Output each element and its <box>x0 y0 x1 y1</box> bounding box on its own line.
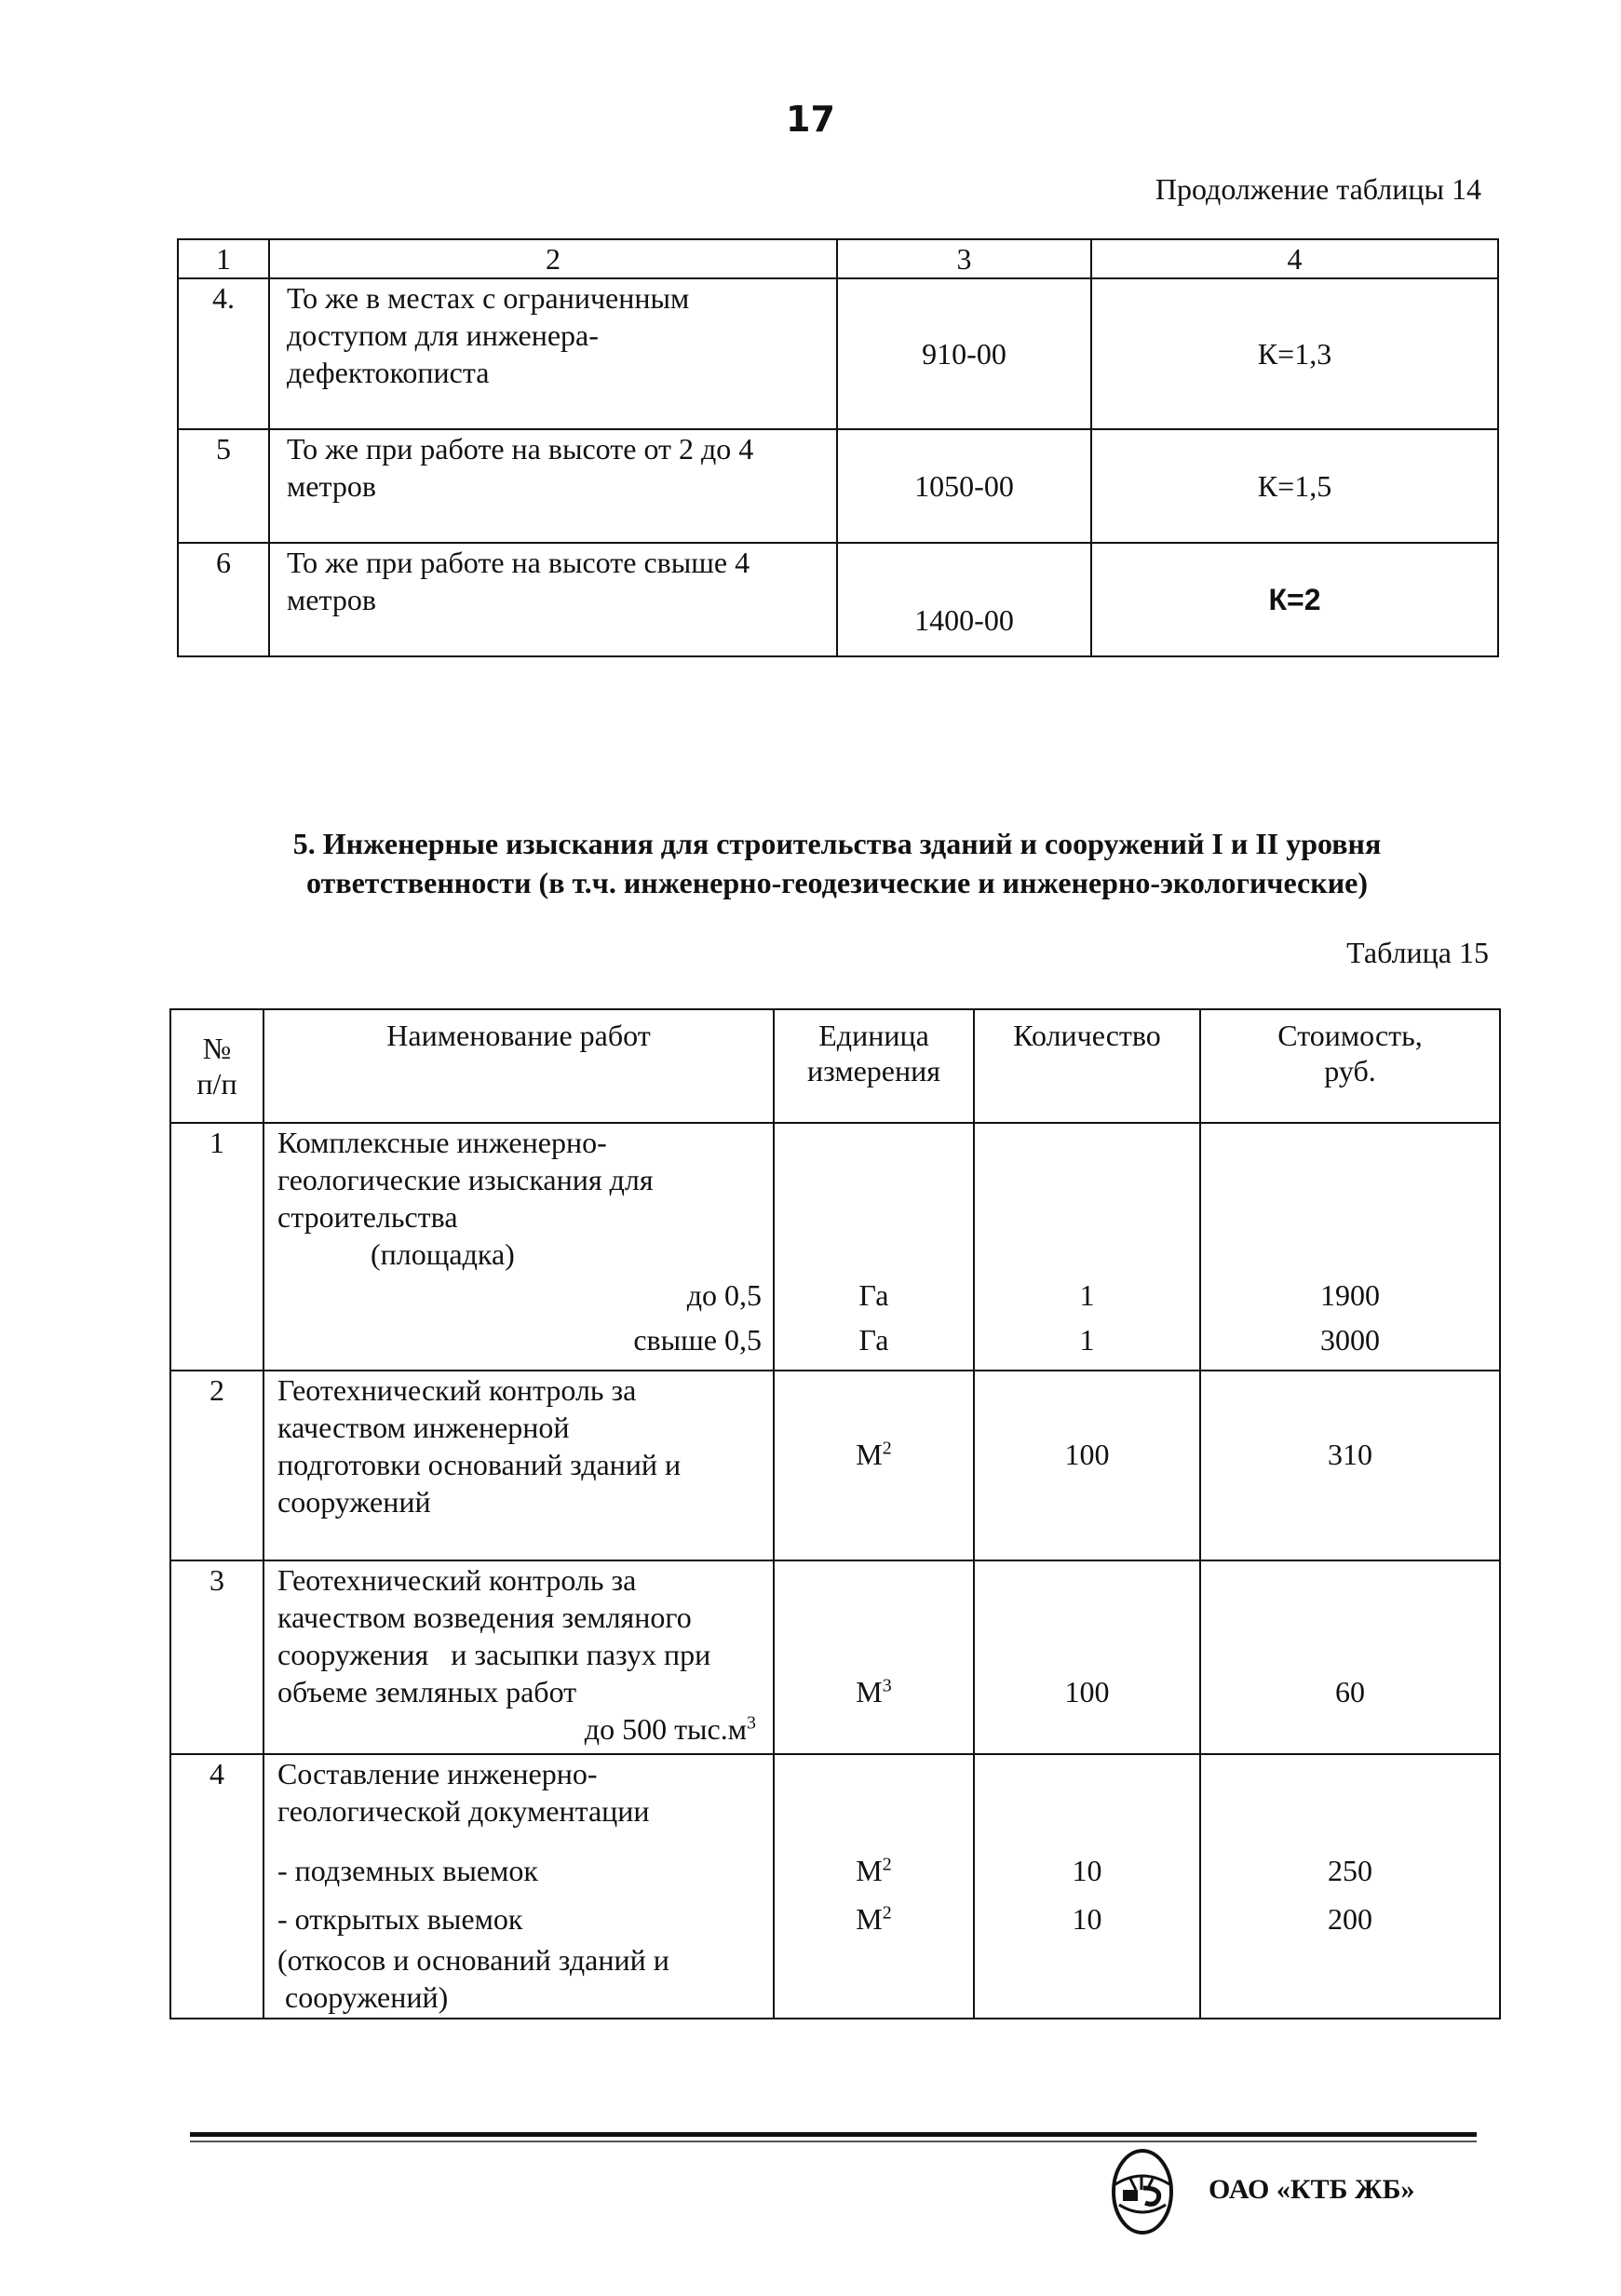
row-number: 5 <box>178 429 269 543</box>
table-row <box>178 278 1498 429</box>
description-line: подготовки оснований зданий и <box>277 1448 682 1481</box>
row-cost <box>1200 1123 1500 1371</box>
continuation-label: Продолжение таблицы 14 <box>1155 172 1481 206</box>
row-unit <box>774 1754 974 2019</box>
item-quantity: 10 <box>1072 1902 1102 1936</box>
header-text: измерения <box>807 1054 940 1087</box>
footer-divider-thin <box>190 2141 1477 2142</box>
row-description <box>269 278 837 429</box>
description-line: геологической документации <box>277 1794 650 1828</box>
row-description <box>269 543 837 656</box>
row-number: 2 <box>170 1371 263 1560</box>
header-cell: 3 <box>837 239 1091 278</box>
row-number: 4. <box>178 278 269 429</box>
row-quantity <box>974 1123 1200 1371</box>
footer-divider <box>190 2132 1477 2137</box>
description-line: Комплексные инженерно- <box>277 1126 607 1159</box>
item-unit: $М^2$ <box>856 1902 892 1936</box>
row-description <box>263 1371 774 1560</box>
row-cost <box>1200 1754 1500 2019</box>
description-line: сооружения и засыпки пазух при <box>277 1638 711 1671</box>
description-line: сооружений <box>277 1485 431 1519</box>
item-quantity: 1 <box>1079 1278 1095 1312</box>
unit-text: М <box>856 1675 883 1708</box>
header-number <box>170 1009 263 1123</box>
limit-text: до 500 тыс.м <box>584 1712 747 1746</box>
row-cost: 60 <box>1200 1560 1500 1754</box>
row-price: 1050-00 <box>837 429 1091 543</box>
item-unit: Га <box>858 1323 889 1357</box>
description-line: Геотехнический контроль за <box>277 1563 637 1597</box>
table-15-label: Таблица 15 <box>1346 936 1489 969</box>
header-cell: 4 <box>1091 239 1498 278</box>
item-label: до 0,5 <box>686 1278 762 1312</box>
description-line: (откосов и оснований зданий и <box>277 1943 669 1977</box>
item-label: - подземных выемок <box>277 1854 538 1887</box>
item-label: - открытых выемок <box>277 1902 523 1936</box>
header-name: Наименование работ <box>263 1009 774 1123</box>
row-description <box>263 1754 774 2019</box>
description-line: То же при работе на высоте свыше 4 <box>287 546 750 579</box>
row-number: 1 <box>170 1123 263 1371</box>
description-line: То же при работе на высоте от 2 до 4 <box>287 432 754 466</box>
description-line: Геотехнический контроль за <box>277 1373 637 1407</box>
description-line: качеством инженерной <box>277 1411 570 1444</box>
item-unit: $М^2$ <box>856 1854 892 1887</box>
description-line: доступом для инженера- <box>287 318 599 352</box>
row-number: 3 <box>170 1560 263 1754</box>
table-row <box>170 1123 1500 1371</box>
item-cost: 200 <box>1328 1902 1372 1936</box>
header-text: № <box>202 1032 232 1065</box>
table-row <box>178 429 1498 543</box>
limit-exponent: 3 <box>747 1712 756 1734</box>
header-unit <box>774 1009 974 1123</box>
description-line: объеме земляных работ <box>277 1675 577 1708</box>
item-cost: 1900 <box>1320 1278 1380 1312</box>
table-row <box>178 543 1498 656</box>
row-quantity <box>974 1754 1200 2019</box>
header-quantity: Количество <box>974 1009 1200 1123</box>
header-cell: 2 <box>269 239 837 278</box>
row-price: 910-00 <box>837 278 1091 429</box>
item-unit: Га <box>858 1278 889 1312</box>
row-coefficient: К=1,3 <box>1091 278 1498 429</box>
item-cost: 250 <box>1328 1854 1372 1887</box>
description-line: сооружений) <box>277 1980 449 2014</box>
table-header-row <box>178 239 1498 278</box>
row-price: 1400-00 <box>837 543 1091 656</box>
row-unit <box>774 1123 974 1371</box>
row-description <box>263 1123 774 1371</box>
header-text: руб. <box>1324 1054 1376 1087</box>
description-line: дефектокописта <box>287 356 490 389</box>
row-coefficient: К=2 <box>1091 543 1498 656</box>
description-line: метров <box>287 469 376 503</box>
table-row <box>170 1754 1500 2019</box>
description-line: метров <box>287 583 376 616</box>
section-title-line: ответственности (в т.ч. инженерно-геодезические и инженерно-экологические) <box>306 866 1368 899</box>
row-number: 6 <box>178 543 269 656</box>
table-14 <box>177 238 1499 657</box>
header-cell: 1 <box>178 239 269 278</box>
header-text: п/п <box>196 1067 237 1101</box>
description-line: (площадка) <box>371 1237 515 1271</box>
table-row <box>170 1371 1500 1560</box>
unit-text: М <box>856 1438 883 1471</box>
table-header-row <box>170 1009 1500 1123</box>
unit-exponent: 3 <box>882 1675 892 1696</box>
row-unit <box>774 1371 974 1560</box>
table-15 <box>169 1008 1501 2019</box>
row-description <box>269 429 837 543</box>
item-quantity: 1 <box>1079 1323 1095 1357</box>
row-description <box>263 1560 774 1754</box>
section-title-line: 5. Инженерные изыскания для строительства зданий и сооружений I и II уровня <box>292 827 1382 860</box>
description-line: То же в местах с ограниченным <box>287 281 690 315</box>
section-title <box>177 824 1497 902</box>
table-row <box>170 1560 1500 1754</box>
description-line: Составление инженерно- <box>277 1757 598 1790</box>
item-cost: 3000 <box>1320 1323 1380 1357</box>
header-text: Единица <box>818 1019 929 1052</box>
header-text: Стоимость, <box>1277 1019 1423 1052</box>
row-quantity: 100 <box>974 1560 1200 1754</box>
header-cost <box>1200 1009 1500 1123</box>
unit-exponent: 2 <box>882 1438 892 1459</box>
row-number: 4 <box>170 1754 263 2019</box>
description-line: геологические изыскания для <box>277 1163 654 1196</box>
page-number: 17 <box>786 99 835 140</box>
ktb-zhb-logo-icon <box>1110 2147 1175 2240</box>
description-line: качеством возведения земляного <box>277 1600 692 1634</box>
item-quantity: 10 <box>1072 1854 1102 1887</box>
volume-limit <box>277 1710 762 1748</box>
row-unit <box>774 1560 974 1754</box>
row-coefficient: К=1,5 <box>1091 429 1498 543</box>
company-name: ОАО «КТБ ЖБ» <box>1209 2174 1415 2205</box>
item-label: свыше 0,5 <box>633 1323 762 1357</box>
description-line: строительства <box>277 1200 458 1234</box>
row-quantity: 100 <box>974 1371 1200 1560</box>
row-cost: 310 <box>1200 1371 1500 1560</box>
